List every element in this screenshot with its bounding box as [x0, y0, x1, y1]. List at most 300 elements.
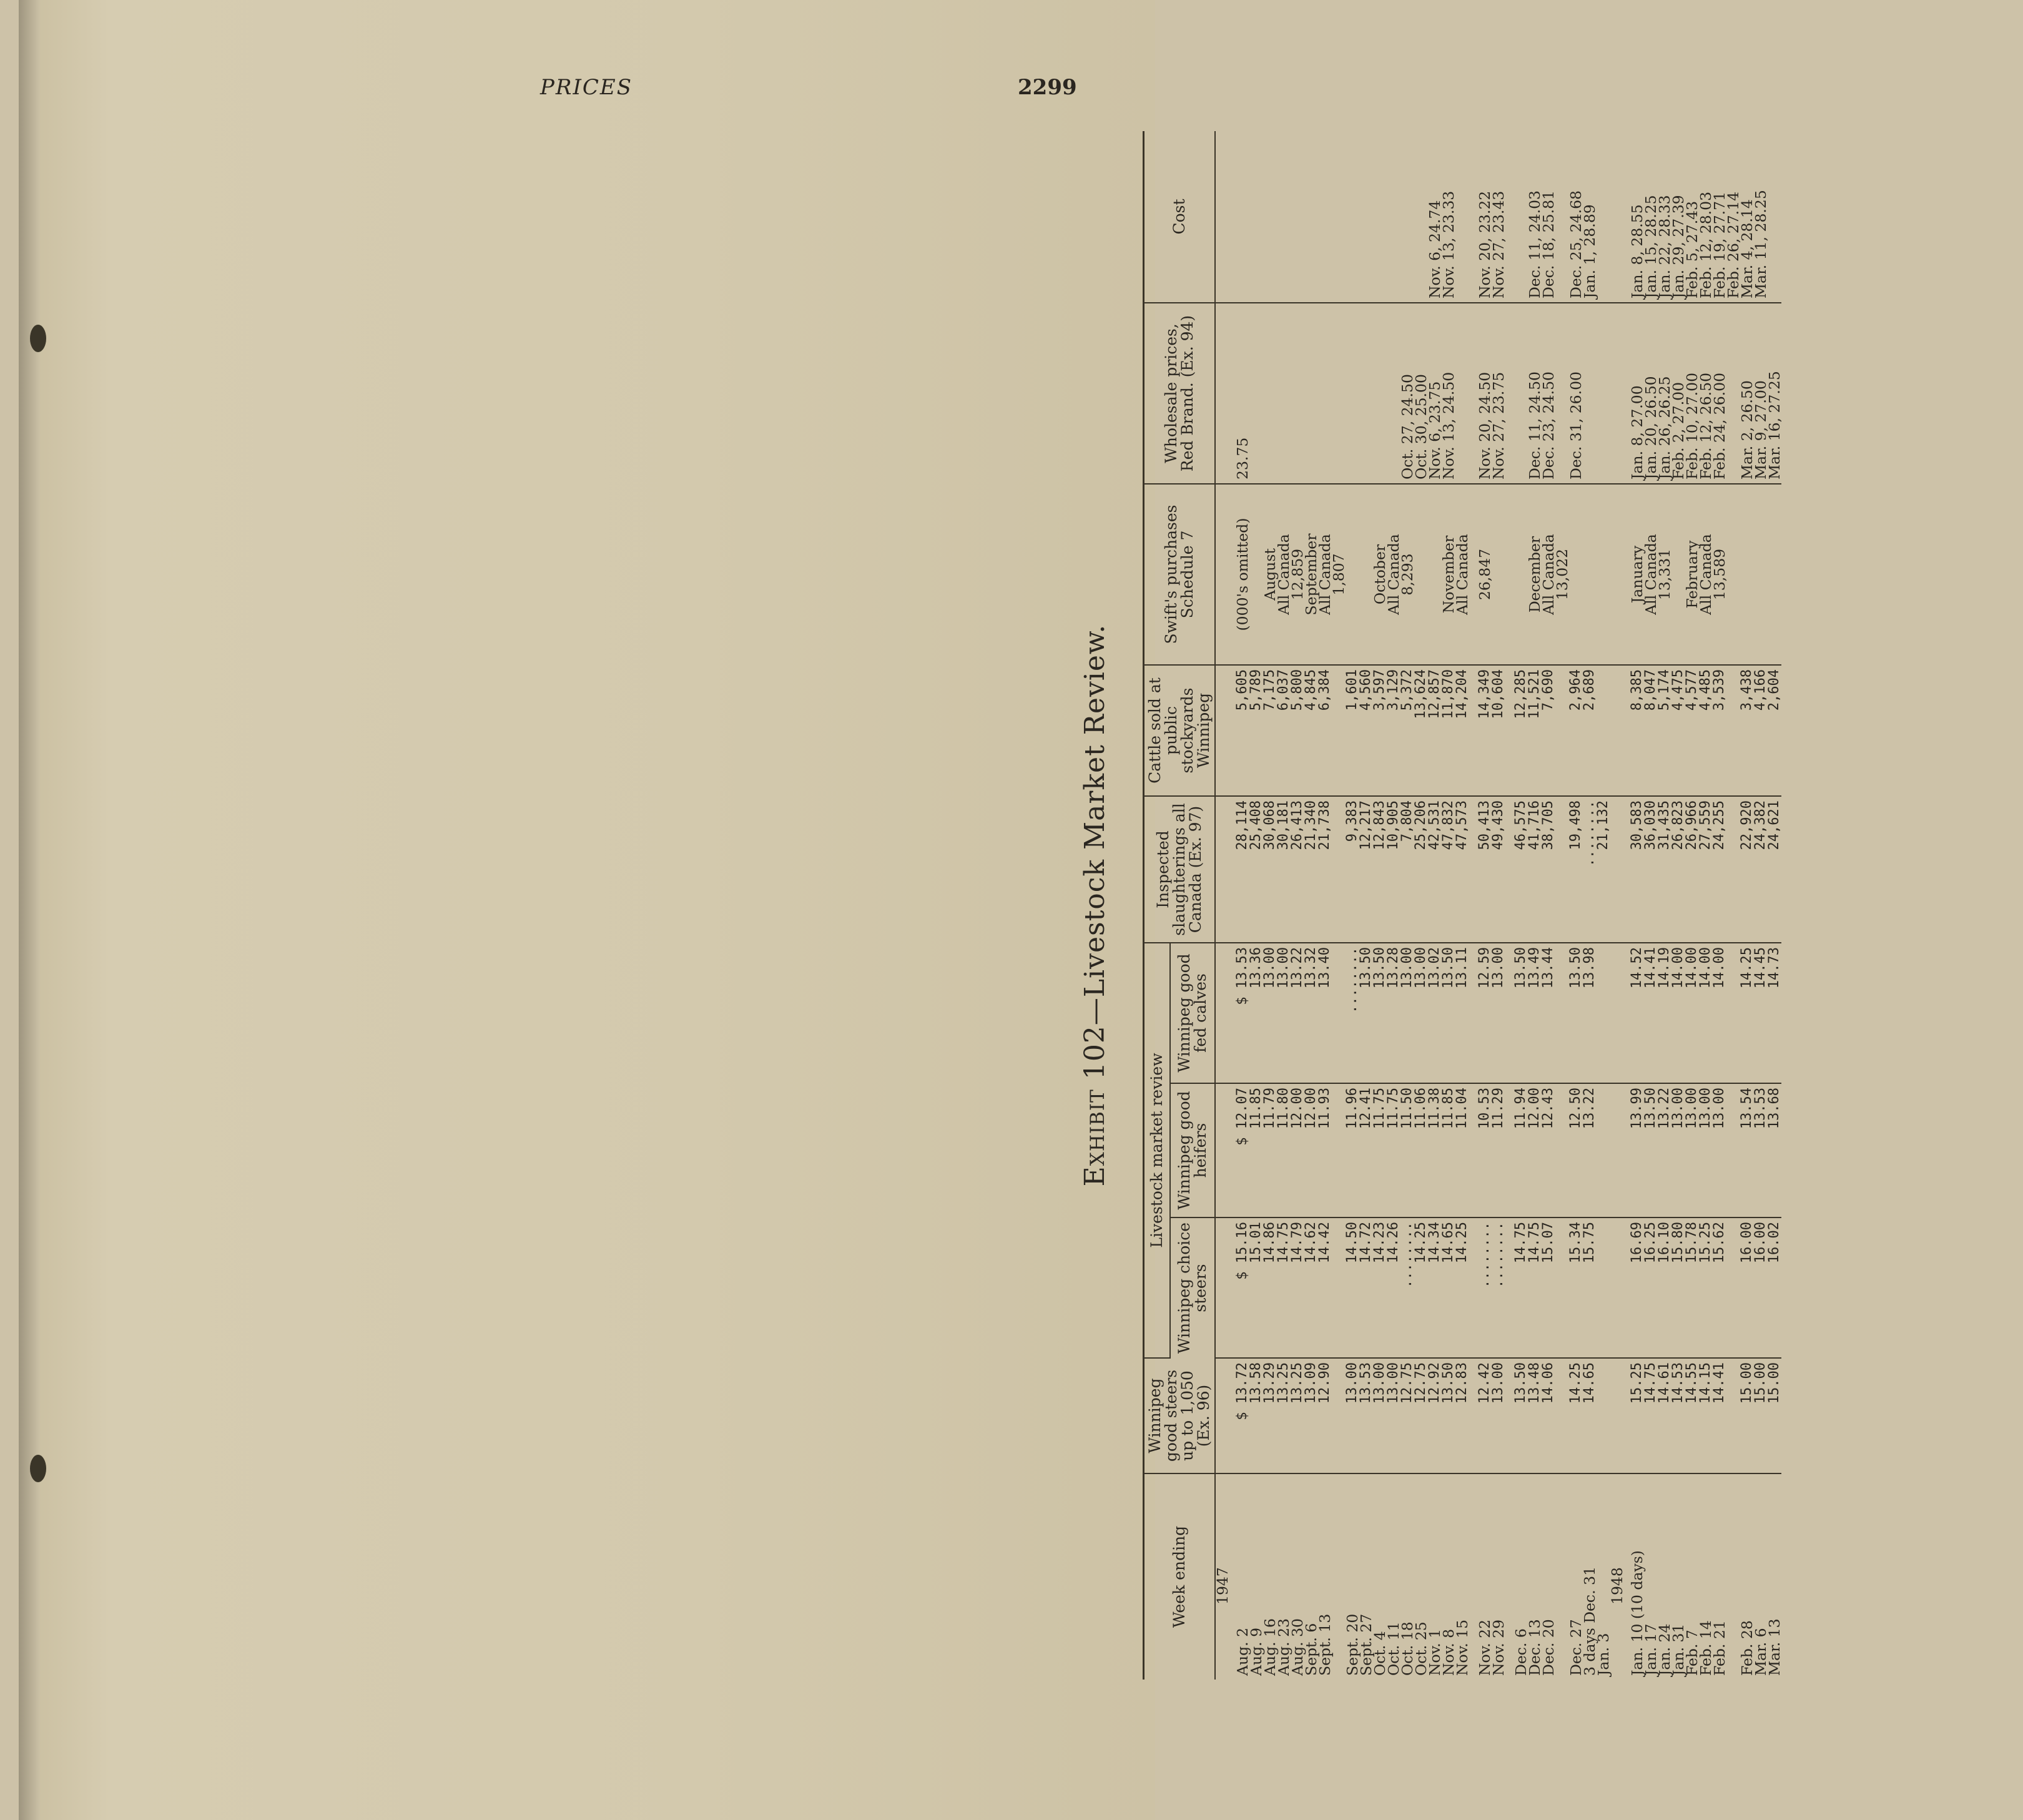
slaughterings-cell: 46,575 [1514, 796, 1528, 943]
slaughterings-cell: 31,435 [1658, 796, 1671, 943]
choice-steers-cell: ........ [1400, 1217, 1414, 1358]
good-heifers-cell: 13.00 [1699, 1083, 1713, 1217]
slaughterings-cell: 38,705 [1542, 796, 1555, 943]
slaughterings-cell: 41,716 [1528, 796, 1542, 943]
good-heifers-cell: 13.22 [1583, 1083, 1597, 1217]
good-heifers-cell: 13.99 [1630, 1083, 1644, 1217]
swift-cell [1768, 484, 1781, 665]
swift-cell [1597, 484, 1610, 665]
slaughterings-cell: 21,738 [1318, 796, 1332, 943]
wholesale-cell: Mar. 16, 27.25 [1768, 303, 1781, 484]
cost-cell [1768, 131, 1781, 303]
good-steers-cell: 15.00 [1768, 1358, 1781, 1473]
slaughterings-cell: 7,804 [1400, 796, 1414, 943]
good-steers-cell: 13.09 [1304, 1358, 1318, 1473]
wholesale-cell [1291, 303, 1304, 484]
cattle-sold-cell: 14,349 [1478, 665, 1492, 796]
good-steers-cell: 14.15 [1699, 1358, 1713, 1473]
table-row [1685, 131, 1699, 1680]
wholesale-cell: Feb. 24, 26.00 [1713, 303, 1726, 484]
week-cell: Sept. 20 [1344, 1613, 1361, 1676]
fed-calves-cell: $ 13.53 [1236, 943, 1249, 1083]
week-cell: Aug. 23 [1275, 1618, 1292, 1676]
fed-calves-cell: 14.41 [1644, 943, 1658, 1083]
week-cell: Feb. 28 [1738, 1620, 1756, 1676]
fed-calves-cell: 14.00 [1713, 943, 1726, 1083]
slaughterings-cell: 30,181 [1277, 796, 1291, 943]
empty-cell [1610, 665, 1630, 796]
cost-cell: Mar. 4, 28.14 [1740, 131, 1754, 303]
good-heifers-cell: 11.04 [1455, 1083, 1469, 1217]
col-good-steers: Winnipeg good steers up to 1,050 (Ex. 96) [1144, 1358, 1216, 1473]
wholesale-cell [1277, 303, 1291, 484]
week-cell: Dec. 13 [1526, 1619, 1543, 1676]
slaughterings-cell: 49,430 [1492, 796, 1505, 943]
good-heifers-cell: 10.53 [1478, 1083, 1492, 1217]
good-steers-cell: 13.50 [1514, 1358, 1528, 1473]
empty-cell [1215, 796, 1236, 943]
empty-cell [1610, 943, 1630, 1083]
good-steers-cell: 12.83 [1455, 1358, 1469, 1473]
fed-calves-cell: 13.00 [1263, 943, 1277, 1083]
table-row [1644, 131, 1658, 1680]
cattle-sold-cell: 14,204 [1455, 665, 1469, 796]
good-steers-cell: 12.75 [1414, 1358, 1428, 1473]
empty-cell [1215, 943, 1236, 1083]
week-cell: Aug. 30 [1289, 1618, 1306, 1676]
wholesale-cell [1346, 303, 1359, 484]
cost-cell: Feb. 12, 28.03 [1699, 131, 1713, 303]
cost-cell: Mar. 11, 28.25 [1754, 131, 1768, 303]
choice-steers-cell: 14.25 [1455, 1217, 1469, 1358]
week-cell: Oct. 11 [1385, 1621, 1402, 1676]
empty-cell [1610, 1083, 1630, 1217]
cost-cell [1400, 131, 1414, 303]
good-steers-cell: 14.61 [1658, 1358, 1671, 1473]
cattle-sold-cell: 3,539 [1713, 665, 1726, 796]
swift-cell: All Canada [1455, 484, 1469, 665]
cost-cell [1318, 131, 1332, 303]
fed-calves-cell: 13.44 [1542, 943, 1555, 1083]
livestock-table [1143, 131, 1781, 1680]
week-cell: Jan. 24 [1656, 1623, 1673, 1676]
good-steers-cell: 14.75 [1644, 1358, 1658, 1473]
good-steers-cell: 13.00 [1492, 1358, 1505, 1473]
rotated-table-region [1074, 131, 2023, 1680]
fed-calves-cell: 14.25 [1740, 943, 1754, 1083]
table-row [1671, 131, 1685, 1680]
swift-cell: 13,022 [1555, 484, 1569, 665]
cattle-sold-cell: 13,624 [1414, 665, 1428, 796]
slaughterings-cell: 12,217 [1359, 796, 1373, 943]
choice-steers-cell: 14.72 [1359, 1217, 1373, 1358]
week-cell: Nov. 1 [1426, 1628, 1444, 1676]
col-cost: Cost [1144, 131, 1216, 303]
table-row [1236, 131, 1249, 1680]
cattle-sold-cell: 8,385 [1630, 665, 1644, 796]
choice-steers-cell [1332, 1217, 1346, 1358]
cattle-sold-cell: 11,521 [1528, 665, 1542, 796]
cattle-sold-cell: 6,384 [1318, 665, 1332, 796]
good-heifers-cell: 12.43 [1542, 1083, 1555, 1217]
good-steers-cell: 13.29 [1263, 1358, 1277, 1473]
good-heifers-cell [1726, 1083, 1740, 1217]
empty-cell [1215, 1358, 1236, 1473]
cattle-sold-cell: 3,597 [1373, 665, 1387, 796]
good-heifers-cell: 11.75 [1387, 1083, 1400, 1217]
wholesale-cell: Jan. 8, 27.00 [1630, 303, 1644, 484]
choice-steers-cell: 15.78 [1685, 1217, 1699, 1358]
wholesale-cell [1304, 303, 1318, 484]
good-heifers-cell: 12.00 [1528, 1083, 1542, 1217]
choice-steers-cell: 14.75 [1528, 1217, 1542, 1358]
wholesale-cell: Nov. 27, 23.75 [1492, 303, 1505, 484]
good-heifers-cell: 11.06 [1414, 1083, 1428, 1217]
good-steers-cell: 13.25 [1277, 1358, 1291, 1473]
choice-steers-cell: 15.25 [1699, 1217, 1713, 1358]
table-row [1555, 131, 1569, 1680]
cost-cell: Feb. 26, 27.14 [1726, 131, 1740, 303]
cattle-sold-cell: 2,689 [1583, 665, 1597, 796]
good-heifers-cell: 11.85 [1249, 1083, 1263, 1217]
good-steers-cell [1597, 1358, 1610, 1473]
empty-cell [1610, 1217, 1630, 1358]
cost-cell: Dec. 18, 25.81 [1542, 131, 1555, 303]
slaughterings-cell: 25,408 [1249, 796, 1263, 943]
good-heifers-cell: 13.00 [1671, 1083, 1685, 1217]
fed-calves-cell [1597, 943, 1610, 1083]
wholesale-cell [1583, 303, 1597, 484]
table-row [1726, 131, 1740, 1680]
slaughterings-cell: 30,068 [1263, 796, 1277, 943]
good-steers-cell: 12.92 [1428, 1358, 1442, 1473]
slaughterings-cell: 24,255 [1713, 796, 1726, 943]
choice-steers-cell: 16.69 [1630, 1217, 1644, 1358]
cost-cell: Dec. 11, 24.03 [1528, 131, 1542, 303]
cattle-sold-cell: 4,560 [1359, 665, 1373, 796]
week-cell: Nov. 29 [1490, 1619, 1507, 1676]
empty-cell [1215, 303, 1236, 484]
good-steers-cell: 14.55 [1685, 1358, 1699, 1473]
exhibit-title [1079, 131, 1111, 1680]
cattle-sold-cell: 5,800 [1291, 665, 1304, 796]
good-steers-cell: 12.75 [1400, 1358, 1414, 1473]
table-row [1583, 131, 1597, 1680]
good-steers-cell [1555, 1358, 1569, 1473]
cost-cell: Nov. 6, 24.74 [1428, 131, 1442, 303]
swift-cell: September [1304, 484, 1318, 665]
empty-cell [1610, 796, 1630, 943]
week-cell: 3 days Dec. 31 [1581, 1566, 1598, 1676]
spacer-row [1505, 131, 1514, 1680]
fed-calves-cell: 13.32 [1304, 943, 1318, 1083]
empty-cell [1215, 1083, 1236, 1217]
week-cell: Jan. 31 [1670, 1623, 1687, 1676]
binder-edge [19, 0, 40, 1820]
swift-cell [1492, 484, 1505, 665]
fed-calves-cell: 13.28 [1387, 943, 1400, 1083]
slaughterings-cell: 27,559 [1699, 796, 1713, 943]
wholesale-cell: Oct. 30, 25.00 [1414, 303, 1428, 484]
wholesale-cell: 23.75 [1236, 303, 1249, 484]
slaughterings-cell: 42,531 [1428, 796, 1442, 943]
fed-calves-cell: 14.73 [1768, 943, 1781, 1083]
cattle-sold-cell: 2,604 [1768, 665, 1781, 796]
week-cell: Aug. 16 [1261, 1618, 1279, 1676]
good-steers-cell: 13.00 [1346, 1358, 1359, 1473]
swift-cell: All Canada [1644, 484, 1658, 665]
cost-cell [1373, 131, 1387, 303]
year-label: 1947 [1214, 1567, 1231, 1605]
good-steers-cell: 13.25 [1291, 1358, 1304, 1473]
week-cell: Sept. 13 [1316, 1613, 1334, 1676]
exhibit-caption: 102—Livestock Market Review. [1079, 624, 1111, 1080]
cost-cell [1455, 131, 1469, 303]
slaughterings-cell: 26,413 [1291, 796, 1304, 943]
table-row [1304, 131, 1318, 1680]
empty-cell [1610, 131, 1630, 303]
cattle-sold-cell: 12,857 [1428, 665, 1442, 796]
wholesale-cell [1332, 303, 1346, 484]
good-steers-cell [1332, 1358, 1346, 1473]
table-row [1442, 131, 1455, 1680]
swift-cell: All Canada [1387, 484, 1400, 665]
table-row [1291, 131, 1304, 1680]
swift-cell: All Canada [1542, 484, 1555, 665]
cattle-sold-cell: 6,037 [1277, 665, 1291, 796]
punch-hole [30, 325, 46, 352]
choice-steers-cell: $ 15.16 [1236, 1217, 1249, 1358]
swift-cell: November [1442, 484, 1455, 665]
good-heifers-cell: $ 12.07 [1236, 1083, 1249, 1217]
week-cell: Nov. 8 [1440, 1628, 1457, 1676]
table-header [1144, 131, 1216, 1680]
table-row [1658, 131, 1671, 1680]
fed-calves-cell: 13.11 [1455, 943, 1469, 1083]
swift-cell: August [1263, 484, 1277, 665]
fed-calves-cell: 13.49 [1528, 943, 1542, 1083]
week-cell: Feb. 21 [1711, 1620, 1728, 1676]
wholesale-cell [1597, 303, 1610, 484]
choice-steers-cell: 14.26 [1387, 1217, 1400, 1358]
slaughterings-cell: 21,132 [1597, 796, 1610, 943]
fed-calves-cell: 13.50 [1569, 943, 1583, 1083]
choice-steers-cell: 14.50 [1346, 1217, 1359, 1358]
wholesale-cell: Dec. 11, 24.50 [1528, 303, 1542, 484]
swift-cell [1740, 484, 1754, 665]
table-row [1428, 131, 1442, 1680]
fed-calves-cell: 13.50 [1359, 943, 1373, 1083]
exhibit-prefix: Exhibit [1079, 1089, 1111, 1187]
cattle-sold-cell: 4,577 [1685, 665, 1699, 796]
col-wholesale: Wholesale prices, Red Brand. (Ex. 94) [1144, 303, 1216, 484]
wholesale-cell: Nov. 6, 23.75 [1428, 303, 1442, 484]
slaughterings-cell: 26,823 [1671, 796, 1685, 943]
swift-cell: All Canada [1277, 484, 1291, 665]
wholesale-cell: Feb. 2, 27.00 [1671, 303, 1685, 484]
wholesale-cell: Oct. 27, 24.50 [1400, 303, 1414, 484]
fed-calves-cell: 13.50 [1373, 943, 1387, 1083]
cost-cell: Dec. 25, 24.68 [1569, 131, 1583, 303]
slaughterings-cell: 28,114 [1236, 796, 1249, 943]
cattle-sold-cell [1332, 665, 1346, 796]
wholesale-cell: Dec. 23, 24.50 [1542, 303, 1555, 484]
choice-steers-cell: 14.86 [1263, 1217, 1277, 1358]
table-row [1542, 131, 1555, 1680]
col-slaughterings: Inspected slaughterings all Canada (Ex. 97) [1144, 796, 1216, 943]
choice-steers-cell: 16.00 [1740, 1217, 1754, 1358]
good-heifers-cell: 13.00 [1685, 1083, 1699, 1217]
cattle-sold-cell [1555, 665, 1569, 796]
good-steers-cell: 14.06 [1542, 1358, 1555, 1473]
swift-cell: 13,589 [1713, 484, 1726, 665]
fed-calves-cell: 14.00 [1671, 943, 1685, 1083]
slaughterings-cell: 47,832 [1442, 796, 1455, 943]
cost-cell: Jan. 22, 28.33 [1658, 131, 1671, 303]
cattle-sold-cell [1726, 665, 1740, 796]
table-row [1740, 131, 1754, 1680]
cost-cell: Jan. 1, 28.89 [1583, 131, 1597, 303]
choice-steers-cell: 14.34 [1428, 1217, 1442, 1358]
good-steers-cell: 15.25 [1630, 1358, 1644, 1473]
wholesale-cell: Nov. 20, 24.50 [1478, 303, 1492, 484]
good-heifers-cell [1597, 1083, 1610, 1217]
week-cell: Sept. 27 [1357, 1613, 1375, 1676]
slaughterings-cell: 47,573 [1455, 796, 1469, 943]
good-steers-cell: 14.65 [1583, 1358, 1597, 1473]
table-row [1492, 131, 1505, 1680]
good-steers-cell: 13.00 [1387, 1358, 1400, 1473]
good-heifers-cell: 11.94 [1514, 1083, 1528, 1217]
choice-steers-cell: 15.80 [1671, 1217, 1685, 1358]
week-cell: Aug. 2 [1234, 1627, 1251, 1676]
week-cell: Feb. 14 [1697, 1620, 1715, 1676]
table-row [1359, 131, 1373, 1680]
swift-cell: (000's omitted) [1236, 484, 1249, 665]
swift-cell [1583, 484, 1597, 665]
good-steers-cell: 12.42 [1478, 1358, 1492, 1473]
fed-calves-cell: 13.22 [1291, 943, 1304, 1083]
good-heifers-cell: 13.68 [1768, 1083, 1781, 1217]
week-cell: Dec. 27 [1567, 1619, 1585, 1676]
week-cell: Nov. 15 [1454, 1619, 1471, 1676]
swift-cell: 13,331 [1658, 484, 1671, 665]
wholesale-cell [1249, 303, 1263, 484]
choice-steers-cell: 16.25 [1644, 1217, 1658, 1358]
wholesale-cell [1359, 303, 1373, 484]
cost-cell [1263, 131, 1277, 303]
week-cell: Nov. 22 [1476, 1619, 1494, 1676]
fed-calves-cell: 13.36 [1249, 943, 1263, 1083]
cattle-sold-cell: 11,870 [1442, 665, 1455, 796]
good-steers-cell: 13.48 [1528, 1358, 1542, 1473]
week-cell: Jan. 3 [1595, 1633, 1612, 1676]
slaughterings-cell: 22,920 [1740, 796, 1754, 943]
swift-cell [1414, 484, 1428, 665]
good-heifers-cell: 12.00 [1304, 1083, 1318, 1217]
table-row [1699, 131, 1713, 1680]
slaughterings-cell: ........ [1583, 796, 1597, 943]
table-body [1215, 131, 1781, 1680]
empty-cell [1215, 484, 1236, 665]
cattle-sold-cell: 5,174 [1658, 665, 1671, 796]
good-steers-cell: 14.41 [1713, 1358, 1726, 1473]
cattle-sold-cell: 3,129 [1387, 665, 1400, 796]
col-fed-calves: Winnipeg good fed calves [1170, 943, 1215, 1083]
cattle-sold-cell: 4,166 [1754, 665, 1768, 796]
good-heifers-cell: 11.79 [1263, 1083, 1277, 1217]
good-heifers-cell: 11.93 [1318, 1083, 1332, 1217]
slaughterings-cell: 36,030 [1644, 796, 1658, 943]
swift-cell: December [1528, 484, 1542, 665]
cattle-sold-cell: 5,372 [1400, 665, 1414, 796]
fed-calves-cell: 14.19 [1658, 943, 1671, 1083]
table-row [1478, 131, 1492, 1680]
table-row [1713, 131, 1726, 1680]
col-good-heifers: Winnipeg good heifers [1170, 1083, 1215, 1217]
slaughterings-cell [1555, 796, 1569, 943]
good-heifers-cell: 13.54 [1740, 1083, 1754, 1217]
cost-cell [1277, 131, 1291, 303]
slaughterings-cell: 24,621 [1768, 796, 1781, 943]
wholesale-cell: Dec. 31, 26.00 [1569, 303, 1583, 484]
choice-steers-cell: ........ [1478, 1217, 1492, 1358]
good-heifers-cell: 12.00 [1291, 1083, 1304, 1217]
wholesale-cell [1318, 303, 1332, 484]
table-row [1373, 131, 1387, 1680]
good-heifers-cell: 13.22 [1658, 1083, 1671, 1217]
swift-cell [1346, 484, 1359, 665]
cattle-sold-cell: 7,175 [1263, 665, 1277, 796]
cattle-sold-cell: 1,601 [1346, 665, 1359, 796]
good-heifers-cell: 13.50 [1644, 1083, 1658, 1217]
table-row [1528, 131, 1542, 1680]
table-row [1514, 131, 1528, 1680]
slaughterings-cell: 25,206 [1414, 796, 1428, 943]
good-steers-cell [1726, 1358, 1740, 1473]
wholesale-cell: Mar. 2, 26.50 [1740, 303, 1754, 484]
week-cell: Jan. 10 (10 days) [1628, 1550, 1646, 1676]
cost-cell [1291, 131, 1304, 303]
slaughterings-cell: 24,382 [1754, 796, 1768, 943]
table-row [1332, 131, 1346, 1680]
good-heifers-cell: 11.50 [1400, 1083, 1414, 1217]
wholesale-cell: Jan. 20, 26.50 [1644, 303, 1658, 484]
table-row [1754, 131, 1768, 1680]
wholesale-cell [1373, 303, 1387, 484]
cattle-sold-cell: 3,438 [1740, 665, 1754, 796]
cattle-sold-cell: 4,475 [1671, 665, 1685, 796]
slaughterings-cell: 50,413 [1478, 796, 1492, 943]
good-steers-cell: 13.58 [1249, 1358, 1263, 1473]
table-row [1569, 131, 1583, 1680]
table-row [1768, 131, 1781, 1680]
choice-steers-cell: 15.07 [1542, 1217, 1555, 1358]
table-row [1597, 131, 1610, 1680]
good-heifers-cell: 11.75 [1373, 1083, 1387, 1217]
cost-cell [1346, 131, 1359, 303]
swift-cell [1569, 484, 1583, 665]
choice-steers-cell: 16.00 [1754, 1217, 1768, 1358]
swift-cell: 12,859 [1291, 484, 1304, 665]
swift-cell [1726, 484, 1740, 665]
fed-calves-cell: 14.00 [1685, 943, 1699, 1083]
cost-cell: Feb. 19, 27.71 [1713, 131, 1726, 303]
week-cell: Mar. 6 [1752, 1628, 1770, 1676]
fed-calves-cell: 13.00 [1414, 943, 1428, 1083]
fed-calves-cell: 14.52 [1630, 943, 1644, 1083]
good-steers-cell: 13.50 [1442, 1358, 1455, 1473]
